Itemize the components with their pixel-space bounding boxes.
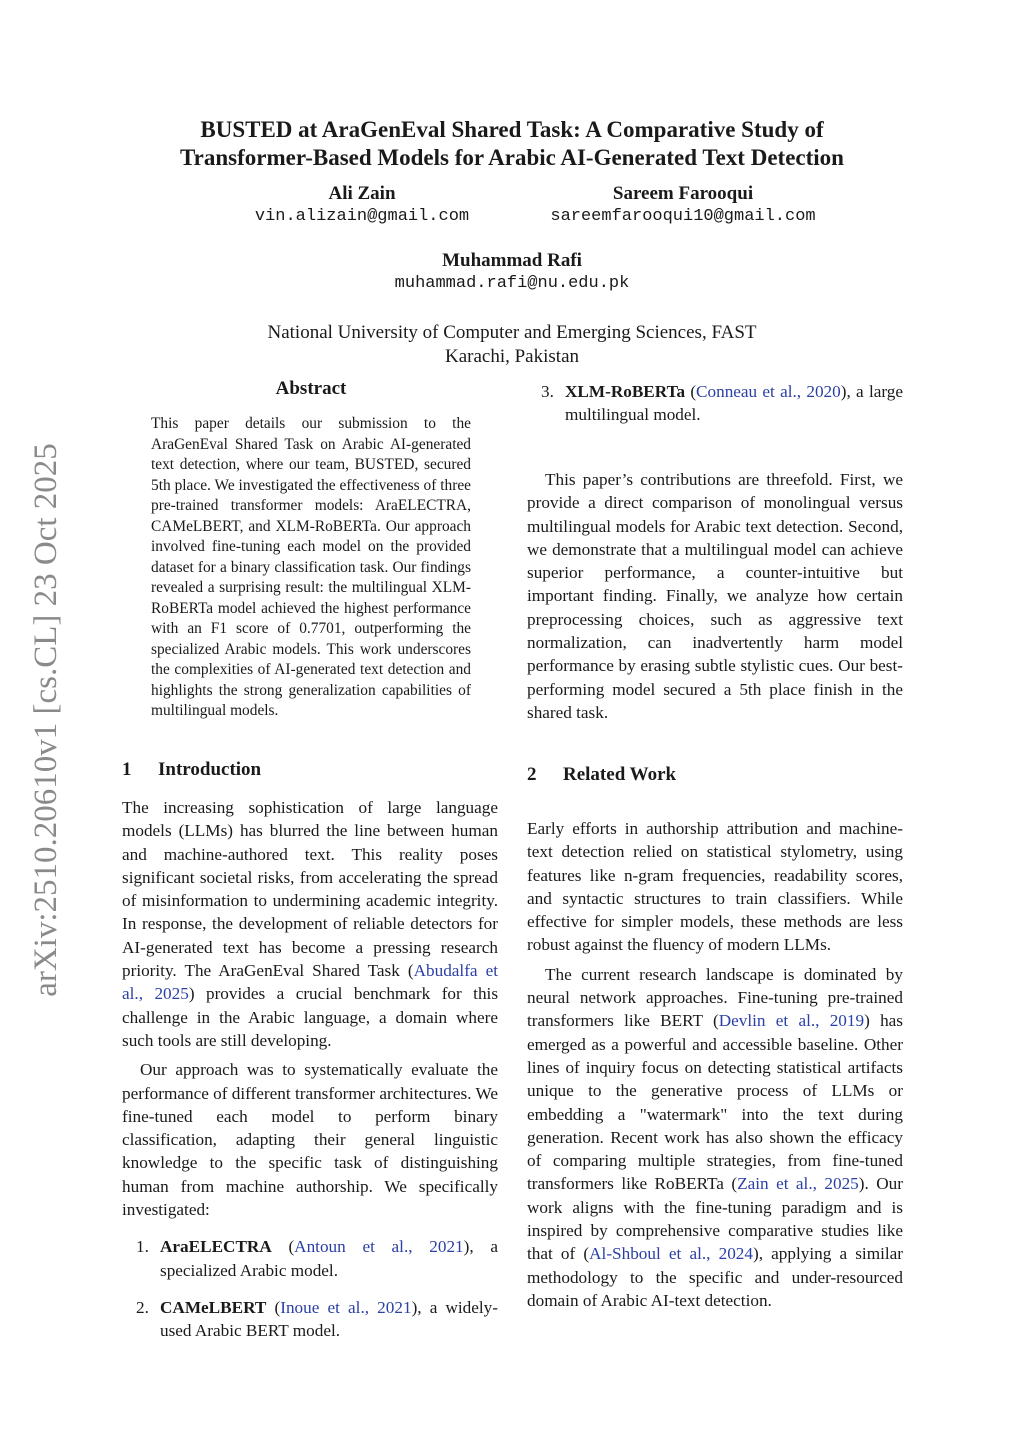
model-name: XLM-RoBERTa bbox=[565, 382, 686, 401]
affiliation-line-2: Karachi, Pakistan bbox=[444, 346, 579, 367]
list-number: 2. bbox=[136, 1297, 149, 1317]
intro-paragraph-1 bbox=[122, 796, 498, 1052]
paper-title bbox=[0, 116, 1024, 172]
text-run: ), a widely-used Arabic BERT model. bbox=[160, 1297, 498, 1341]
model-name: CAMeLBERT bbox=[160, 1297, 267, 1317]
text-run: ) provides a crucial benchmark for this challenge in the Arabic language, a domain where such tools are still developing. bbox=[122, 984, 499, 1050]
section-title: Related Work bbox=[563, 764, 677, 785]
related-paragraph-2 bbox=[527, 963, 903, 1312]
section-number: 1 bbox=[122, 759, 132, 780]
text-run: ) has emerged as a powerful and accessible baseline. Other lines of inquiry focus on detecting statistical artifacts unique to the generative process of LLMs or embedding a "watermark" into the text during generation. Recent work has also shown the efficacy of comparing multiple strategies, from fine-tuned transformers like RoBERTa ( bbox=[527, 1011, 903, 1194]
section-heading-related-work bbox=[527, 764, 903, 786]
author-email[interactable]: vin.alizain@gmail.com bbox=[254, 207, 470, 226]
section-title: Introduction bbox=[158, 759, 262, 780]
author-block-3 bbox=[312, 250, 712, 293]
section-heading-introduction bbox=[122, 759, 498, 781]
text-run: ), applying a similar methodology to the specific and under-resourced domain of Arabic AI-text detection. bbox=[527, 1244, 903, 1310]
section-number: 2 bbox=[527, 764, 537, 785]
text-run: The increasing sophistication of large language models (LLMs) has blurred the line between human and machine-authored text. This reality poses significant societal risks, from accelerating the spread of misinformation to undermining academic integrity. In response, the development of reliable detectors for AI-generated text has become a pressing research priority. The AraGenEval Shared Task ( bbox=[122, 798, 498, 981]
citation-link[interactable]: Conneau et al., 2020 bbox=[696, 382, 841, 401]
title-line-2: Transformer-Based Models for Arabic AI-Generated Text Detection bbox=[180, 145, 844, 170]
intro-paragraph-2: Our approach was to systematically evaluate the performance of different transformer architectures. We fine-tuned each model to perform binary classification, adapting their general linguistic knowledge to the specific task of distinguishing human from machine authorship. We specifically investigated: bbox=[122, 1060, 498, 1220]
author-email[interactable]: muhammad.rafi@nu.edu.pk bbox=[394, 274, 630, 293]
affiliation bbox=[0, 321, 1024, 369]
abstract-text: This paper details our submission to the AraGenEval Shared Task on Arabic AI-generated text detection, where our team, BUSTED, secured 5th place. We investigated the effectiveness of three pre-trained transformer models: AraELECTRA, CAMeLBERT, and XLM-RoBERTa. Our approach involved fine-tuning each model on the provided dataset for a binary classification task. Our findings revealed a surprising result: the multilingual XLM-RoBERTa model achieved the highest performance with an F1 score of 0.7701, outperforming the specialized Arabic models. This work underscores the complexities of AI-generated text detection and highlights the strong generalization capabilities of multilingual models. bbox=[151, 415, 471, 719]
text-run: The current research landscape is dominated by neural network approaches. Fine-tuning pre-trained transformers like BERT ( bbox=[527, 964, 903, 1031]
introduction-body bbox=[122, 796, 498, 1343]
text-run: ). Our work aligns with the fine-tuning paradigm and is inspired by comprehensive comparative studies like that of ( bbox=[527, 1174, 903, 1264]
title-line-1: BUSTED at AraGenEval Shared Task: A Comparative Study of bbox=[200, 117, 824, 142]
model-name: AraELECTRA bbox=[160, 1237, 272, 1257]
list-number: 1. bbox=[136, 1237, 149, 1257]
list-item: 1. AraELECTRA (Antoun et al., 2021), a specialized Arabic model. bbox=[136, 1237, 498, 1280]
citation-link[interactable]: Zain et al., 2025 bbox=[737, 1174, 859, 1194]
author-email[interactable]: sareemfarooqui10@gmail.com bbox=[550, 207, 816, 226]
citation-link[interactable]: Inoue et al., 2021 bbox=[280, 1297, 412, 1317]
author-name: Muhammad Rafi bbox=[442, 250, 582, 271]
citation-link[interactable]: Abudalfa et al., 2025 bbox=[122, 961, 498, 1004]
text-run: ), a large multilingual model. bbox=[565, 382, 903, 425]
list-item: 3. XLM-RoBERTa (Conneau et al., 2020), a large multilingual model. bbox=[541, 382, 903, 425]
affiliation-line-1: National University of Computer and Emerging Sciences, FAST bbox=[267, 322, 757, 343]
text-run: ), a specialized Arabic model. bbox=[160, 1237, 498, 1280]
list-item: 2. CAMeLBERT (Inoue et al., 2021), a widely-used Arabic BERT model. bbox=[136, 1297, 498, 1341]
related-work-body bbox=[527, 817, 903, 1312]
author-block-2 bbox=[523, 183, 843, 226]
list-number: 3. bbox=[541, 382, 554, 401]
author-name: Sareem Farooqui bbox=[612, 183, 754, 204]
author-block-1 bbox=[202, 183, 522, 226]
abstract-heading: Abstract bbox=[275, 378, 347, 399]
list-continuation bbox=[527, 380, 903, 427]
citation-link[interactable]: Antoun et al., 2021 bbox=[294, 1237, 464, 1257]
citation-link[interactable]: Al-Shboul et al., 2024 bbox=[589, 1244, 753, 1264]
arxiv-side-stamp: arXiv:2510.20610v1 [cs.CL] 23 Oct 2025 bbox=[28, 443, 64, 997]
contributions-paragraph: This paper’s contributions are threefold. First, we provide a direct comparison of monolingual versus multilingual models for Arabic text detection. Second, we demonstrate that a multilingual model can achieve superior performance, a counter-intuitive but important finding. Finally, we analyze how certain preprocessing choices, such as aggressive text normalization, can inadvertently harm model performance by erasing subtle stylistic cues. Our best-performing model secured a 5th place finish in the shared task. bbox=[527, 470, 903, 722]
related-paragraph-1: Early efforts in authorship attribution and machine-text detection relied on statistical stylometry, using features like n-gram frequencies, readability scores, and syntactic structures to train classifiers. While effective for simpler models, these methods are less robust against the fluency of modern LLMs. bbox=[527, 819, 903, 955]
citation-link[interactable]: Devlin et al., 2019 bbox=[718, 1011, 865, 1031]
author-name: Ali Zain bbox=[328, 183, 396, 204]
